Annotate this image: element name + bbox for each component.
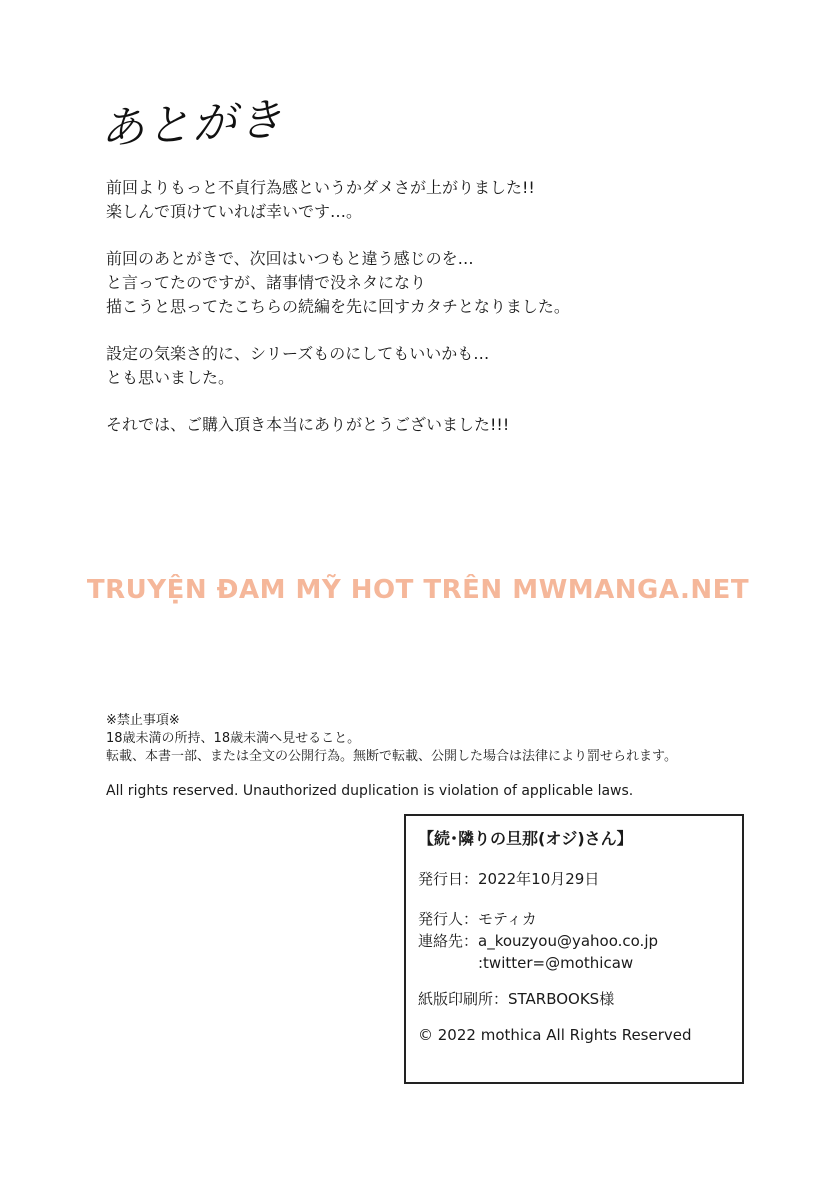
publish-date: 発行日：2022年10月29日 [418,870,600,888]
afterword-paragraph [106,342,746,390]
afterword-line: 設定の気楽さ的に、シリーズものにしてもいいかも… [106,344,490,363]
afterword-line: 描こうと思ってたこちらの続編を先に回すカタチとなりました。 [106,297,570,316]
notice-heading: ※禁止事項※ [106,713,180,728]
afterword-paragraph [106,176,746,224]
printer: 紙版印刷所：STARBOOKS様 [418,990,615,1008]
contact-twitter: :twitter=@mothicaw [418,954,634,972]
book-title: 【続･隣りの旦那(オジ)さん】 [418,829,633,848]
afterword-line: とも思いました。 [106,368,235,387]
notice-line: 転載、本書一部、または全文の公開行為。無断で転載、公開した場合は法律により罰せられます。 [106,749,677,764]
afterword-title: あとがき [99,94,286,155]
afterword-line: 楽しんで頂けていれば幸いです…。 [106,202,363,221]
contact-email: 連絡先：a_kouzyou@yahoo.co.jp [418,932,659,950]
afterword-line: それでは、ご購入頂き本当にありがとうございました!!! [106,415,510,434]
copyright: © 2022 mothica All Rights Reserved [418,1026,692,1044]
afterword-paragraph [106,413,746,437]
afterword-line: と言ってたのですが、諸事情で没ネタになり [106,273,427,292]
afterword-paragraph [106,247,746,319]
watermark-text: TRUYỆN ĐAM MỸ HOT TRÊN MWMANGA.NET [86,575,750,605]
afterword-body [106,176,746,460]
afterword-line: 前回よりもっと不貞行為感というかダメさが上がりました!! [106,178,535,197]
publisher: 発行人：モティカ [418,910,537,928]
prohibited-notice [106,712,766,766]
rights-statement: All rights reserved. Unauthorized duplication is violation of applicable laws. [106,783,634,799]
notice-line: 18歳未満の所持、18歳未満へ見せること。 [106,731,361,746]
colophon-box [404,814,744,1084]
afterword-line: 前回のあとがきで、次回はいつもと違う感じのを… [106,249,474,268]
